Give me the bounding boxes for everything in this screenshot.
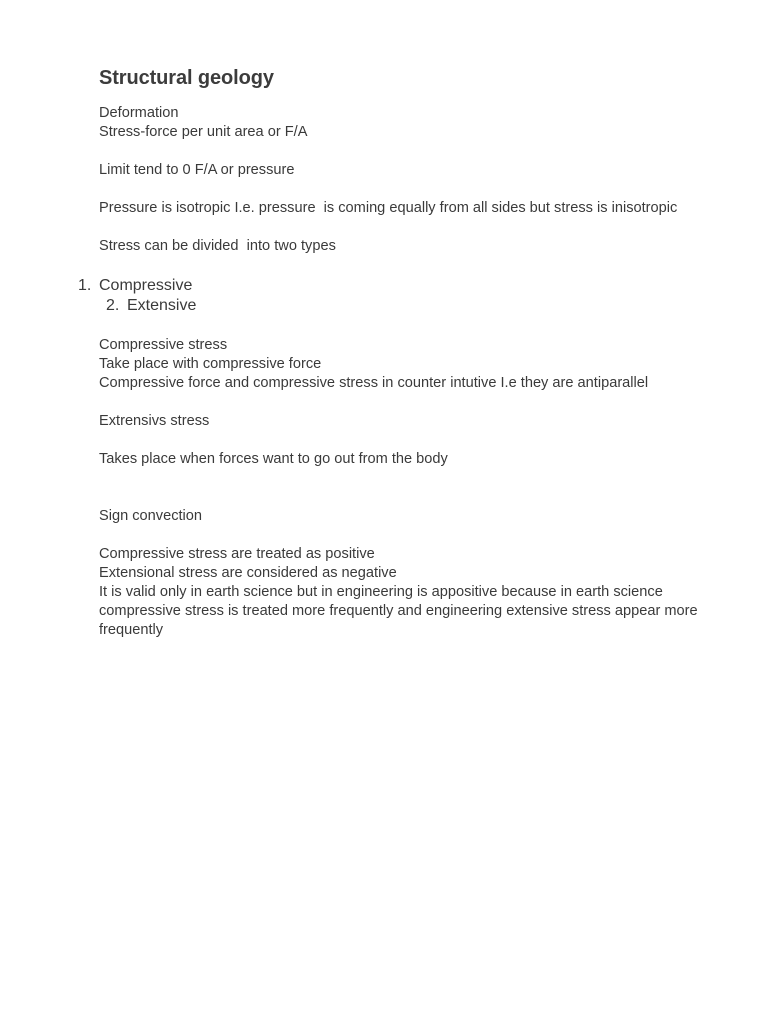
list-item	[78, 276, 699, 296]
text-line: Compressive stress are treated as positive	[99, 546, 375, 562]
spacer	[99, 218, 699, 237]
text-line: Extensional stress are considered as negative	[99, 565, 397, 581]
spacer	[99, 393, 699, 412]
list-item	[99, 296, 699, 316]
list-item-label: Extensive	[127, 297, 197, 314]
spacer	[99, 469, 699, 507]
numbered-list	[78, 276, 699, 316]
text-paragraph: Pressure is isotropic I.e. pressure is coming equally from all sides but stress is inisotropic	[99, 200, 678, 216]
text-paragraph: It is valid only in earth science but in engineering is appositive because in earth science compressive stress is treated more frequently and engineering extensive stress appear more frequently	[99, 584, 702, 638]
text-line: Stress-force per unit area or F/A	[99, 124, 308, 140]
spacer	[99, 142, 699, 161]
document-title: Structural geology	[99, 67, 274, 89]
text-line: Deformation	[99, 105, 179, 121]
text-line: Takes place when forces want to go out from the body	[99, 451, 448, 467]
text-line: Stress can be divided into two types	[99, 238, 336, 254]
list-item-number: 1.	[78, 277, 92, 294]
text-line: Limit tend to 0 F/A or pressure	[99, 162, 295, 178]
text-line: Sign convection	[99, 508, 203, 524]
text-line: Take place with compressive force	[99, 356, 322, 372]
spacer	[99, 316, 699, 336]
spacer	[99, 526, 699, 545]
spacer	[99, 180, 699, 199]
list-item-number: 2.	[106, 297, 120, 314]
text-line: Compressive stress	[99, 337, 228, 353]
text-line: Extrensivs stress	[99, 413, 210, 429]
list-item-label: Compressive	[99, 277, 193, 294]
spacer	[99, 431, 699, 450]
spacer	[99, 256, 699, 276]
document-body	[78, 64, 702, 640]
text-paragraph: Compressive force and compressive stress in counter intutive I.e they are antiparallel	[99, 375, 649, 391]
